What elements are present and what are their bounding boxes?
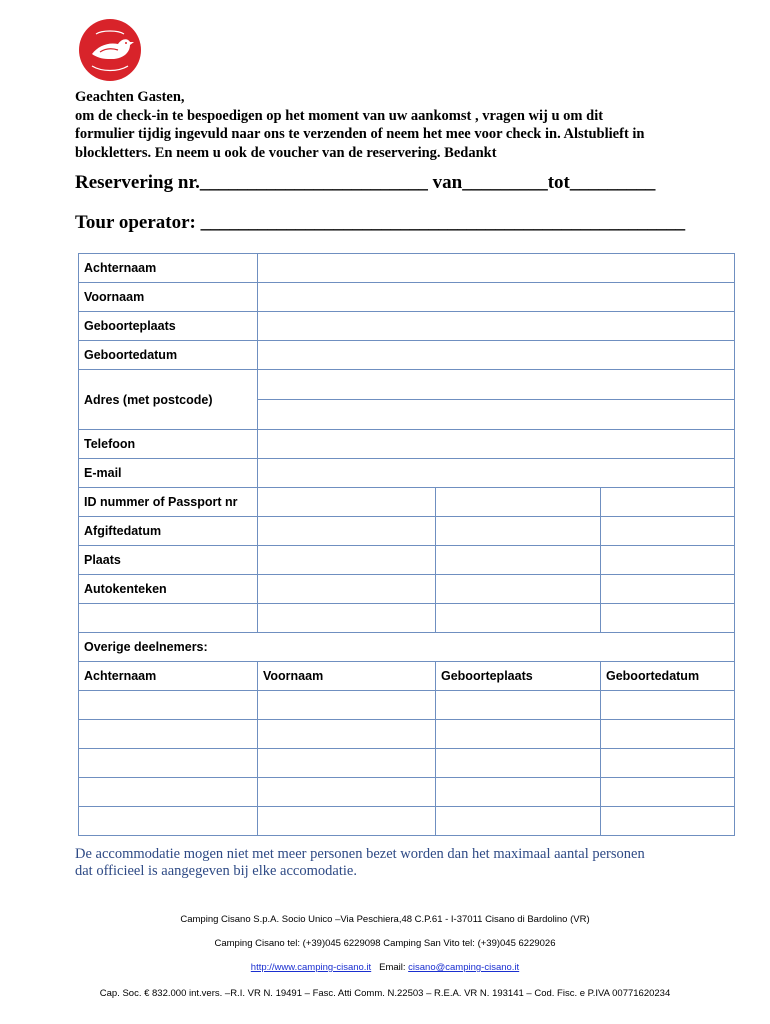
participant-geboortedatum[interactable] (601, 691, 735, 720)
camping-logo (78, 18, 142, 82)
field-telefoon[interactable] (258, 430, 735, 459)
participant-geboorteplaats[interactable] (436, 720, 601, 749)
participant-achternaam[interactable] (79, 778, 258, 807)
participant-voornaam[interactable] (258, 691, 436, 720)
col-header-achternaam: Achternaam (79, 662, 258, 691)
label-geboortedatum: Geboortedatum (79, 341, 258, 370)
form-row-passport (79, 488, 735, 517)
form-row-adres-1 (79, 370, 735, 400)
participant-row (79, 720, 735, 749)
label-overige-deelnemers: Overige deelnemers: (79, 633, 735, 662)
note-line: dat officieel is aangegeven bij elke accomodatie. (75, 863, 357, 879)
participant-achternaam[interactable] (79, 691, 258, 720)
label-afgiftedatum: Afgiftedatum (79, 517, 258, 546)
participant-row (79, 691, 735, 720)
form-row-telefoon (79, 430, 735, 459)
field-passport-2[interactable] (436, 488, 601, 517)
participant-achternaam[interactable] (79, 720, 258, 749)
participant-geboorteplaats[interactable] (436, 807, 601, 836)
participant-achternaam[interactable] (79, 807, 258, 836)
col-header-voornaam: Voornaam (258, 662, 436, 691)
intro-line: blockletters. En neem u ook de voucher van de reservering. Bedankt (75, 144, 497, 161)
field-geboortedatum[interactable] (258, 341, 735, 370)
label-adres: Adres (met postcode) (79, 370, 258, 430)
field-afgiftedatum-3[interactable] (601, 517, 735, 546)
participant-geboorteplaats[interactable] (436, 691, 601, 720)
spacer-cell (601, 604, 735, 633)
col-header-geboorteplaats: Geboorteplaats (436, 662, 601, 691)
website-link[interactable]: http://www.camping-cisano.it (250, 962, 372, 973)
field-email[interactable] (258, 459, 735, 488)
field-plaats-3[interactable] (601, 546, 735, 575)
accommodation-note (75, 846, 715, 880)
field-afgiftedatum-2[interactable] (436, 517, 601, 546)
participant-achternaam[interactable] (79, 749, 258, 778)
field-passport-1[interactable] (258, 488, 436, 517)
participant-voornaam[interactable] (258, 749, 436, 778)
form-row-overige (79, 633, 735, 662)
guest-form-table (78, 253, 735, 836)
note-line: De accommodatie mogen niet met meer personen bezet worden dan het maximaal aantal personen (75, 846, 645, 862)
label-passport: ID nummer of Passport nr (79, 488, 258, 517)
participant-voornaam[interactable] (258, 720, 436, 749)
field-autokenteken-1[interactable] (258, 575, 436, 604)
participant-geboortedatum[interactable] (601, 807, 735, 836)
label-autokenteken: Autokenteken (79, 575, 258, 604)
field-plaats-1[interactable] (258, 546, 436, 575)
footer-address: Camping Cisano S.p.A. Socio Unico –Via Peschiera,48 C.P.61 - I-37011 Cisano di Bardolino (VR) (180, 914, 590, 925)
intro-text (75, 88, 725, 162)
reservation-line[interactable]: Reservering nr.________________________ van_________tot_________ (75, 172, 656, 193)
participant-geboortedatum[interactable] (601, 749, 735, 778)
field-afgiftedatum-1[interactable] (258, 517, 436, 546)
participant-geboortedatum[interactable] (601, 778, 735, 807)
participant-row (79, 807, 735, 836)
spacer-cell (258, 604, 436, 633)
participant-geboorteplaats[interactable] (436, 749, 601, 778)
participant-row (79, 749, 735, 778)
intro-greeting: Geachten Gasten, (75, 89, 185, 105)
label-voornaam: Voornaam (79, 283, 258, 312)
participant-geboortedatum[interactable] (601, 720, 735, 749)
field-passport-3[interactable] (601, 488, 735, 517)
spacer-cell (436, 604, 601, 633)
intro-line: formulier tijdig ingevuld naar ons te verzenden of neem het mee voor check in. Alstublieft in (75, 126, 645, 142)
field-autokenteken-2[interactable] (436, 575, 601, 604)
intro-line: om de check-in te bespoedigen op het moment van uw aankomst , vragen wij u om dit (75, 107, 604, 124)
form-row-geboorteplaats (79, 312, 735, 341)
label-telefoon: Telefoon (79, 430, 258, 459)
field-adres-line-2[interactable] (258, 400, 735, 430)
label-email: E-mail (79, 459, 258, 488)
label-achternaam: Achternaam (79, 254, 258, 283)
form-row-achternaam (79, 254, 735, 283)
email-link[interactable]: cisano@camping-cisano.it (408, 962, 520, 973)
form-row-voornaam (79, 283, 735, 312)
form-row-autokenteken (79, 575, 735, 604)
field-plaats-2[interactable] (436, 546, 601, 575)
label-geboorteplaats: Geboorteplaats (79, 312, 258, 341)
field-geboorteplaats[interactable] (258, 312, 735, 341)
participant-row (79, 778, 735, 807)
footer-contact (0, 962, 770, 973)
form-row-plaats (79, 546, 735, 575)
field-achternaam[interactable] (258, 254, 735, 283)
email-label: Email: (379, 962, 406, 973)
col-header-geboortedatum: Geboortedatum (601, 662, 735, 691)
participant-voornaam[interactable] (258, 807, 436, 836)
field-adres-line-1[interactable] (258, 370, 735, 400)
footer-legal: Cap. Soc. € 832.000 int.vers. –R.I. VR N. 19491 – Fasc. Atti Comm. N.22503 – R.E.A. VR N. 193141 – Cod. Fisc. e P.IVA 00771620234 (99, 988, 671, 999)
footer-phones: Camping Cisano tel: (+39)045 6229098 Camping San Vito tel: (+39)045 6229026 (214, 938, 556, 949)
participants-header-row (79, 662, 735, 691)
field-voornaam[interactable] (258, 283, 735, 312)
form-row-geboortedatum (79, 341, 735, 370)
label-plaats: Plaats (79, 546, 258, 575)
form-row-spacer (79, 604, 735, 633)
field-autokenteken-3[interactable] (601, 575, 735, 604)
participant-geboorteplaats[interactable] (436, 778, 601, 807)
tour-operator-line[interactable]: Tour operator: ___________________________________________________ (75, 212, 686, 233)
participant-voornaam[interactable] (258, 778, 436, 807)
form-row-afgiftedatum (79, 517, 735, 546)
spacer-cell (79, 604, 258, 633)
form-row-email (79, 459, 735, 488)
